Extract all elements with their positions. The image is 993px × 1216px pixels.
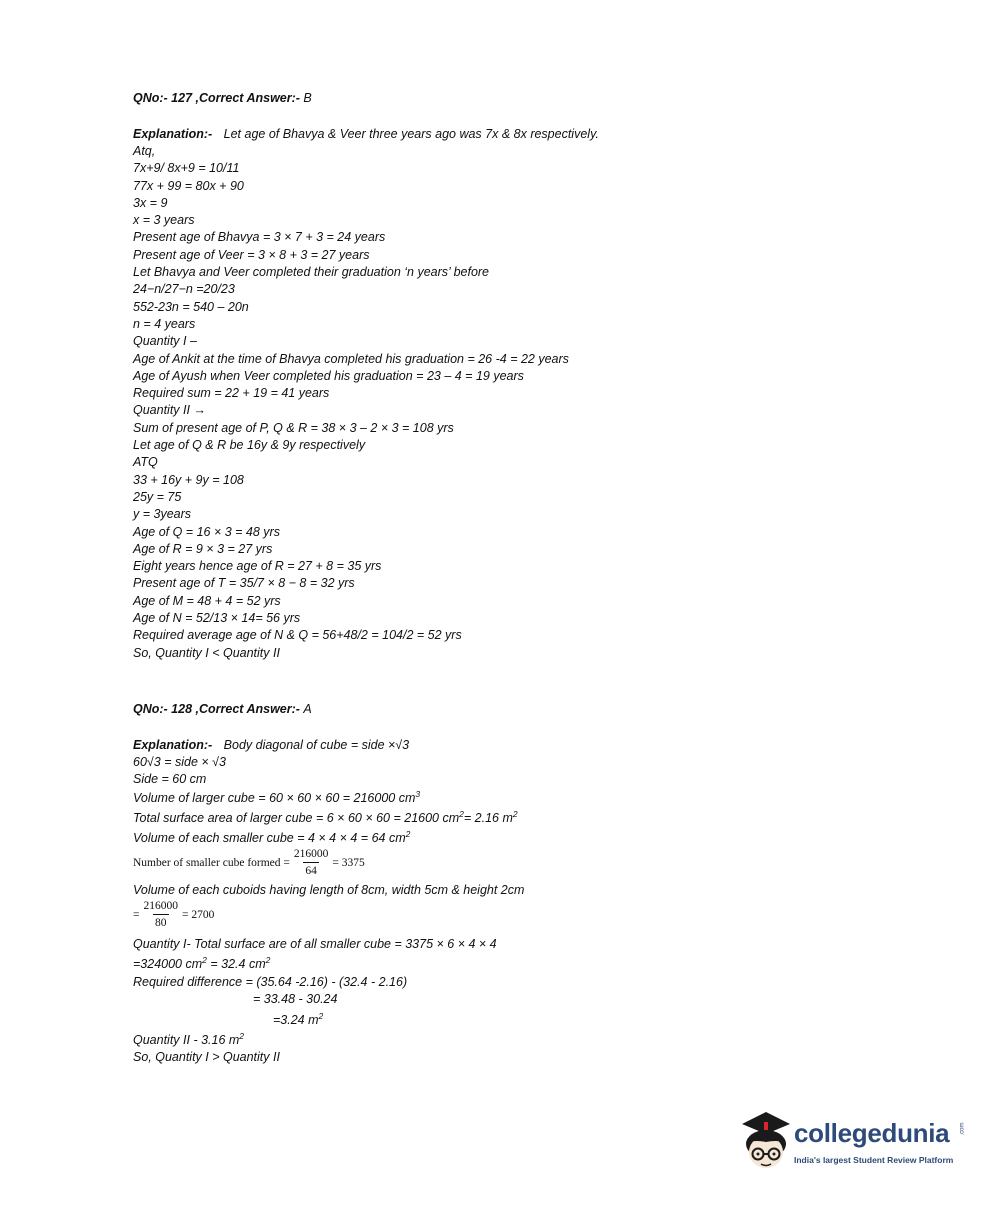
mascot-icon <box>736 1110 796 1180</box>
vol-small-sup: 2 <box>405 829 411 839</box>
q127-explanation-label: Explanation:- <box>133 127 213 141</box>
q127-step-line: x = 3 years <box>133 213 195 228</box>
q127-header <box>133 90 312 107</box>
q127-step-line: Required sum = 22 + 19 = 41 years <box>133 386 330 401</box>
q2-sup: 2 <box>239 1031 245 1041</box>
req-diff3-sup: 2 <box>318 1011 324 1021</box>
q127-step-line: Present age of Veer = 3 × 8 + 3 = 27 years <box>133 247 370 262</box>
q128-line2: Side = 60 cm <box>133 772 207 786</box>
q128-explanation-label: Explanation:- <box>133 738 213 752</box>
frac2-result: = 2700 <box>182 908 215 921</box>
q128-required-difference-step2: = 33.48 - 30.24 <box>253 992 338 1006</box>
q127-solution-steps <box>133 143 569 662</box>
q127-step-line: Age of Ankit at the time of Bhavya completed his graduation = 26 -4 = 22 years <box>133 351 569 366</box>
frac2-denominator: 80 <box>153 914 169 929</box>
q127-answer: B <box>303 91 312 105</box>
collegedunia-logo <box>736 1110 966 1180</box>
q127-step-line: Present age of Bhavya = 3 × 7 + 3 = 24 years <box>133 230 386 245</box>
q127-step-line: Required average age of N & Q = 56+48/2 = 104/2 = 52 yrs <box>133 628 462 643</box>
tsa-large-sup2: 2 <box>512 809 518 819</box>
q127-step-line: 33 + 16y + 9y = 108 <box>133 472 244 487</box>
q1-result-b: = 32.4 cm <box>206 957 266 971</box>
frac1-result: = 3375 <box>332 856 365 869</box>
q128-explanation-text: Body diagonal of cube = side ×√3 <box>223 738 410 752</box>
q128-answer: A <box>303 702 312 716</box>
q1-result-sup1: 2 <box>202 955 207 965</box>
q127-step-line: y = 3years <box>133 507 192 522</box>
vol-large-sup: 3 <box>415 789 421 799</box>
q128-header <box>133 701 312 718</box>
q127-step-line: 25y = 75 <box>133 489 182 504</box>
q127-step-line: Eight years hence age of R = 27 + 8 = 35 yrs <box>133 559 382 574</box>
q127-step-line: 552-23n = 540 – 20n <box>133 299 249 314</box>
q127-step-line: Age of R = 9 × 3 = 27 yrs <box>133 541 273 556</box>
q127-step-line: Let age of Q & R be 16y & 9y respectively <box>133 438 366 453</box>
q127-step-line: Quantity II → <box>133 403 206 418</box>
req-diff3-text: =3.24 m <box>273 1013 319 1027</box>
q128-required-difference: Required difference = (35.64 -2.16) - (32.4 - 2.16) <box>133 975 408 989</box>
q127-step-line: Present age of T = 35/7 × 8 − 8 = 32 yrs <box>133 576 355 591</box>
q127-step-line: Age of Q = 16 × 3 = 48 yrs <box>133 524 280 539</box>
q127-step-line: Age of N = 52/13 × 14= 56 yrs <box>133 611 301 626</box>
q127-step-line: 77x + 99 = 80x + 90 <box>133 178 244 193</box>
q127-step-line: Age of M = 48 + 4 = 52 yrs <box>133 593 281 608</box>
q127-step-line: Age of Ayush when Veer completed his graduation = 23 – 4 = 19 years <box>133 368 524 383</box>
q128-header-label: QNo:- 128 ,Correct Answer:- <box>133 702 300 716</box>
q127-header-label: QNo:- 127 ,Correct Answer:- <box>133 91 300 105</box>
q128-conclusion: So, Quantity I > Quantity II <box>133 1050 280 1064</box>
q1-result-a: =324000 cm <box>133 957 203 971</box>
q2-text: Quantity II - 3.16 m <box>133 1033 240 1047</box>
frac2 <box>142 900 181 929</box>
q127-step-line: Atq, <box>133 144 156 158</box>
q127-step-line: 3x = 9 <box>133 195 168 210</box>
q127-step-line: 24−n/27−n =20/23 <box>133 282 235 297</box>
vol-small-text: Volume of each smaller cube = 4 × 4 × 4 = 64 cm <box>133 831 406 845</box>
q127-step-line: Sum of present age of P, Q & R = 38 × 3 – 2 × 3 = 108 yrs <box>133 420 454 435</box>
tsa-large-sup1: 2 <box>459 809 464 819</box>
frac2-numerator: 216000 <box>143 900 178 912</box>
q128-line1: 60√3 = side × √3 <box>133 755 226 769</box>
q128-quantity1-result <box>133 956 270 973</box>
q127-step-line: 7x+9/ 8x+9 = 10/11 <box>133 161 240 176</box>
q128-quantity2-line <box>133 1032 244 1049</box>
tsa-large-text: Total surface area of larger cube = 6 × 60 × 60 = 21600 cm <box>133 811 460 825</box>
q128-tsa-large <box>133 810 518 827</box>
frac1-prefix: Number of smaller cube formed = <box>133 856 290 869</box>
logo-wordmark: collegedunia <box>794 1118 950 1148</box>
logo-com: .com <box>959 1122 966 1136</box>
q128-vol-small <box>133 830 410 847</box>
q1-result-sup2: 2 <box>265 955 271 965</box>
q128-required-difference-step3 <box>133 1012 323 1029</box>
q128-cuboid-line: Volume of each cuboids having length of 8cm, width 5cm & height 2cm <box>133 883 525 897</box>
q127-step-line: n = 4 years <box>133 316 196 331</box>
q128-explanation-line <box>133 737 409 754</box>
q127-step-line: So, Quantity I < Quantity II <box>133 645 280 660</box>
frac1-numerator: 216000 <box>293 848 329 860</box>
q128-quantity1-line: Quantity I- Total surface are of all smaller cube = 3375 × 6 × 4 × 4 <box>133 937 497 951</box>
q128-vol-large <box>133 790 420 807</box>
vol-large-text: Volume of larger cube = 60 × 60 × 60 = 216000 cm <box>133 791 416 805</box>
frac2-prefix: = <box>133 908 140 921</box>
frac1-denominator: 64 <box>303 862 319 877</box>
q127-step-line: Let Bhavya and Veer completed their graduation ‘n years’ before <box>133 265 490 280</box>
q127-explanation-text: Let age of Bhavya & Veer three years ago was 7x & 8x respectively. <box>223 127 599 141</box>
frac1 <box>292 848 331 877</box>
q128-fraction-cuboids <box>133 900 214 929</box>
q127-explanation-line <box>133 126 599 143</box>
q127-step-line: ATQ <box>133 455 158 470</box>
q128-fraction-cubes <box>133 848 365 877</box>
logo-tagline: India's largest Student Review Platform <box>794 1155 954 1165</box>
tsa-large-text-b: = 2.16 m <box>463 811 513 825</box>
q127-step-line: Quantity I – <box>133 334 197 349</box>
